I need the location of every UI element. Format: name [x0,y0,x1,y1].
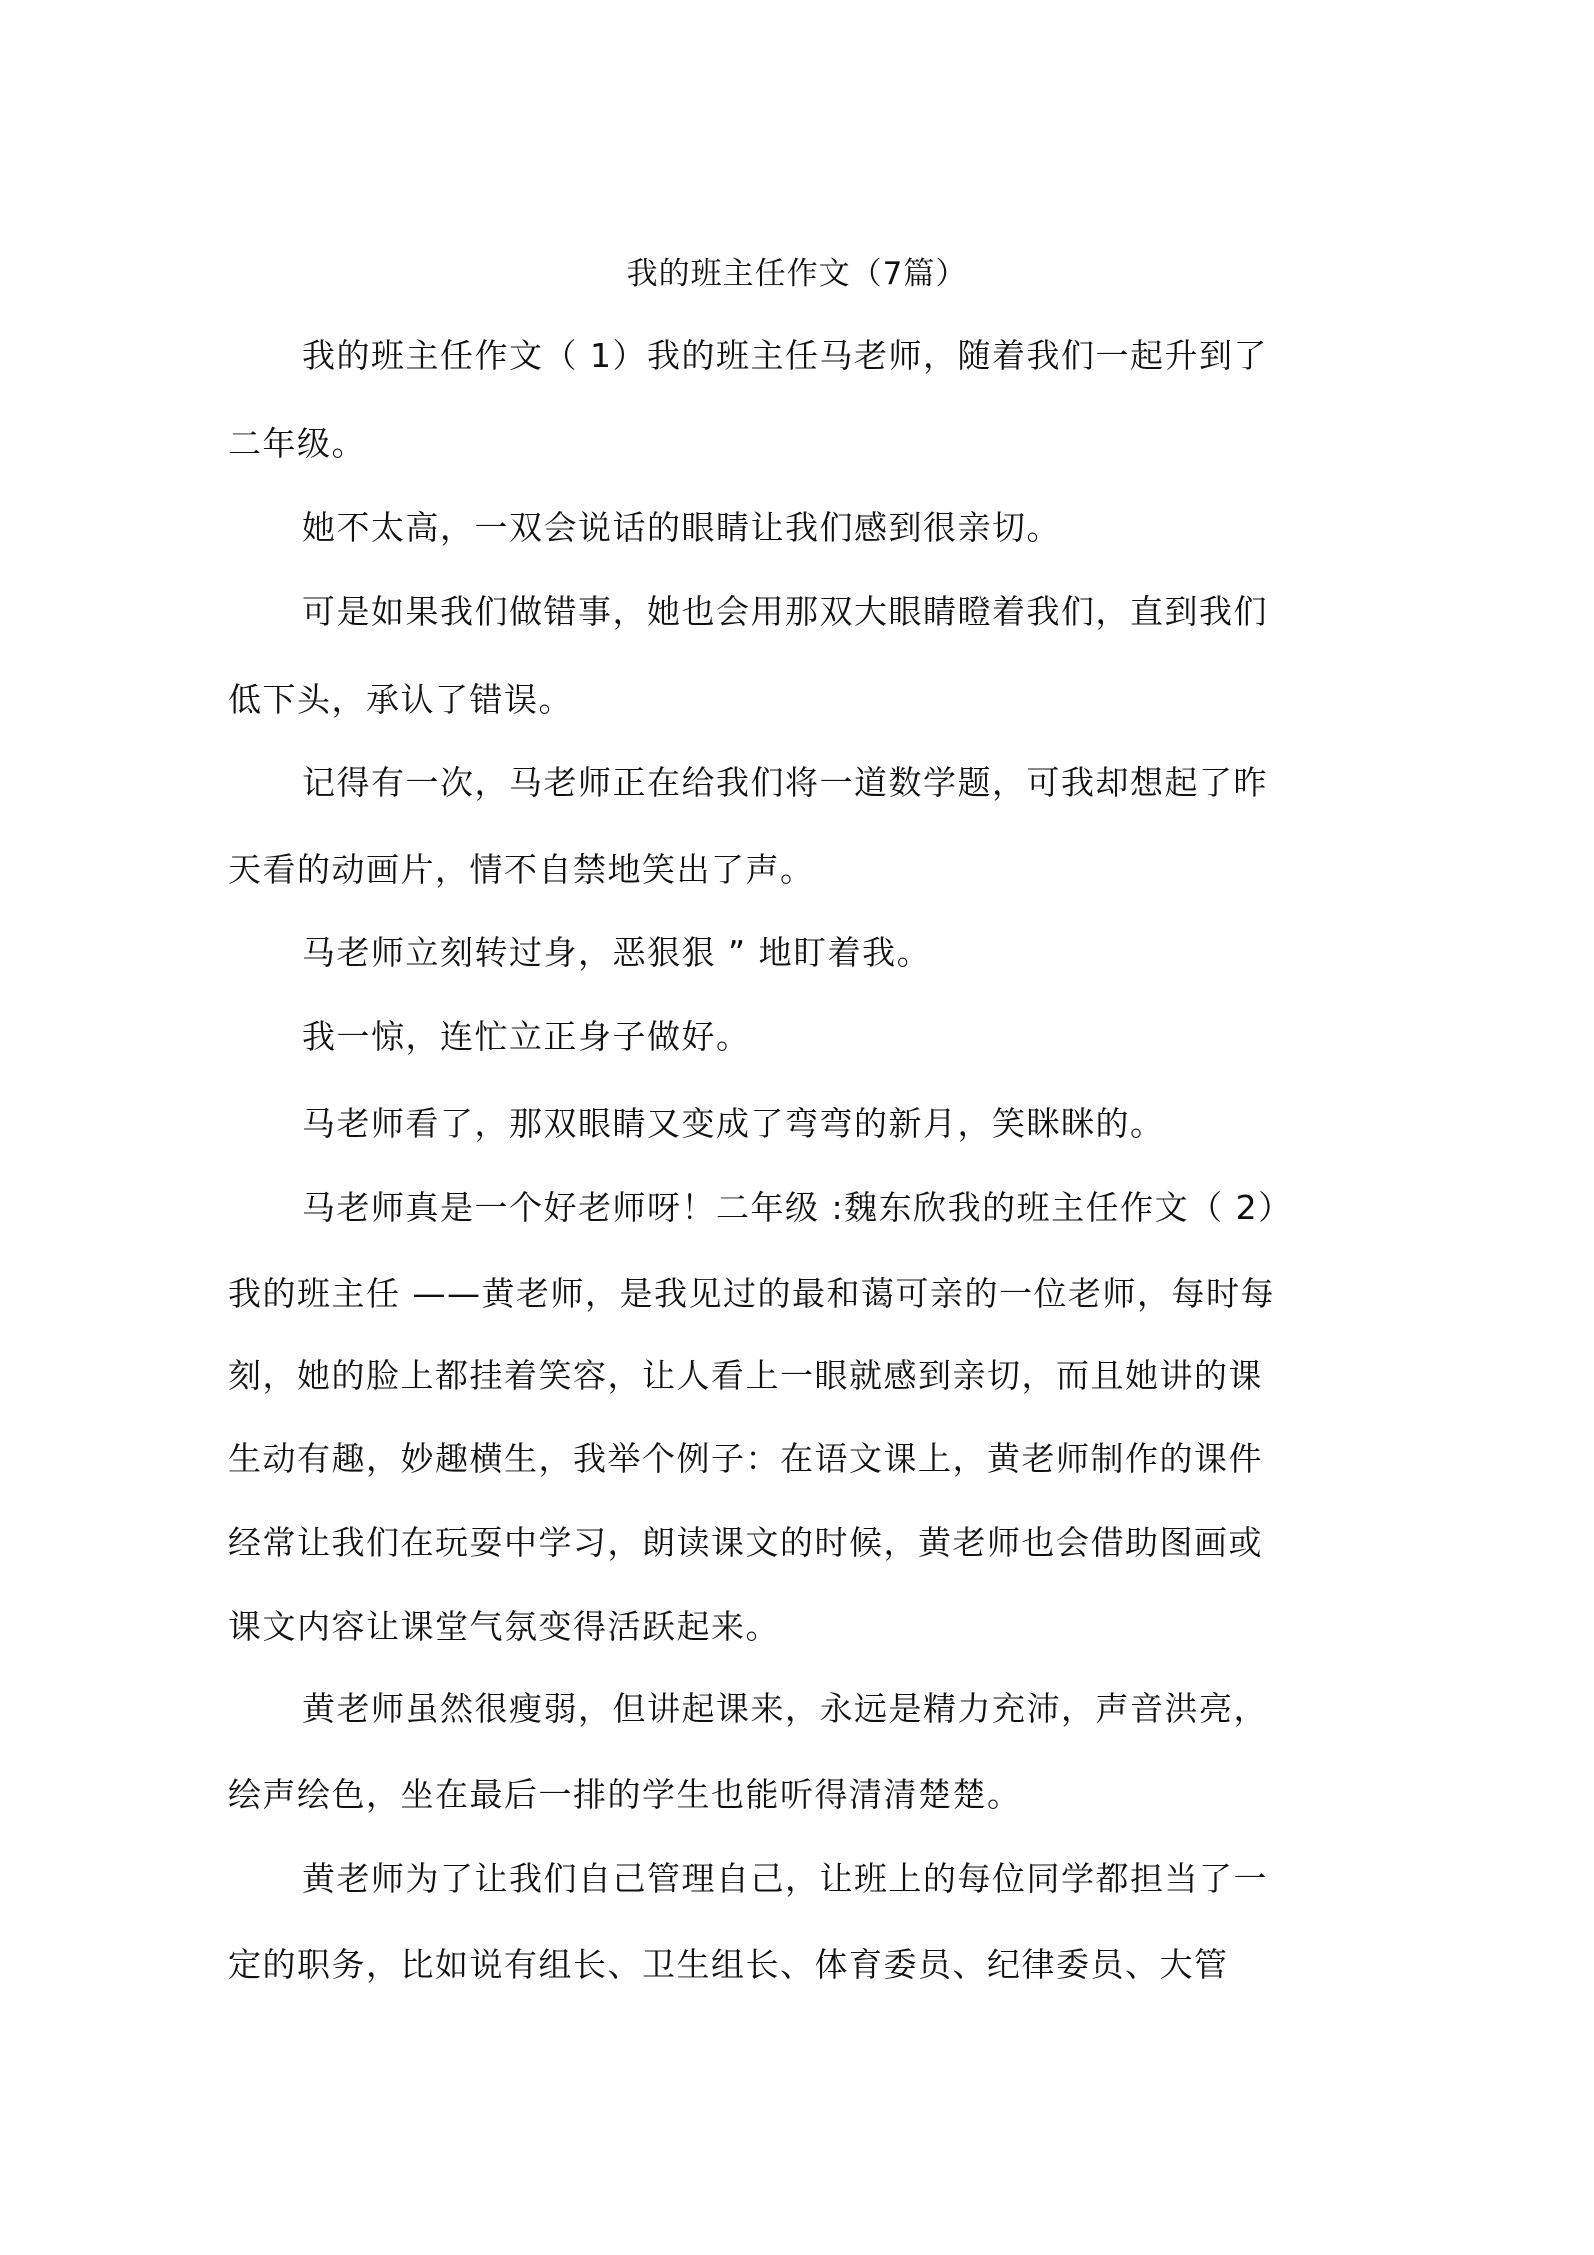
paragraph-line: 黄老师虽然很瘦弱，但讲起课来，永远是精力充沛，声音洪亮， [302,1689,1268,1728]
paragraph-line: 低下头，承认了错误。 [228,680,573,719]
document-title: 我的班主任作文（7篇） [626,256,968,292]
paragraph-line: 马老师真是一个好老师呀！二年级 :魏东欣我的班主任作文（ 2） [302,1188,1293,1227]
paragraph-line: 经常让我们在玩耍中学习，朗读课文的时候，黄老师也会借助图画或 [228,1523,1263,1562]
paragraph-line: 我一惊，连忙立正身子做好。 [302,1017,751,1056]
paragraph-line: 定的职务，比如说有组长、卫生组长、体育委员、纪律委员、大管 [228,1945,1229,1984]
paragraph-line: 她不太高，一双会说话的眼睛让我们感到很亲切。 [302,508,1061,547]
paragraph-line: 马老师立刻转过身，恶狠狠 ” 地盯着我。 [302,933,932,972]
paragraph-line: 我的班主任作文（ 1）我的班主任马老师，随着我们一起升到了 [302,336,1268,375]
paragraph-line: 黄老师为了让我们自己管理自己，让班上的每位同学都担当了一 [302,1859,1268,1898]
paragraph-line: 生动有趣，妙趣横生，我举个例子：在语文课上，黄老师制作的课件 [228,1439,1263,1478]
paragraph-line: 记得有一次，马老师正在给我们将一道数学题，可我却想起了昨 [302,763,1268,802]
paragraph-line: 马老师看了，那双眼睛又变成了弯弯的新月，笑眯眯的。 [302,1104,1165,1143]
paragraph-line: 课文内容让课堂气氛变得活跃起来。 [228,1607,780,1646]
paragraph-line: 二年级。 [228,424,366,463]
paragraph-line: 可是如果我们做错事，她也会用那双大眼睛瞪着我们，直到我们 [302,592,1268,631]
paragraph-line: 我的班主任 ——黄老师，是我见过的最和蔼可亲的一位老师，每时每 [228,1274,1275,1313]
paragraph-line: 天看的动画片，情不自禁地笑出了声。 [228,850,815,889]
paragraph-line: 刻，她的脸上都挂着笑容，让人看上一眼就感到亲切，而且她讲的课 [228,1356,1263,1395]
paragraph-line: 绘声绘色，坐在最后一排的学生也能听得清清楚楚。 [228,1775,1022,1814]
